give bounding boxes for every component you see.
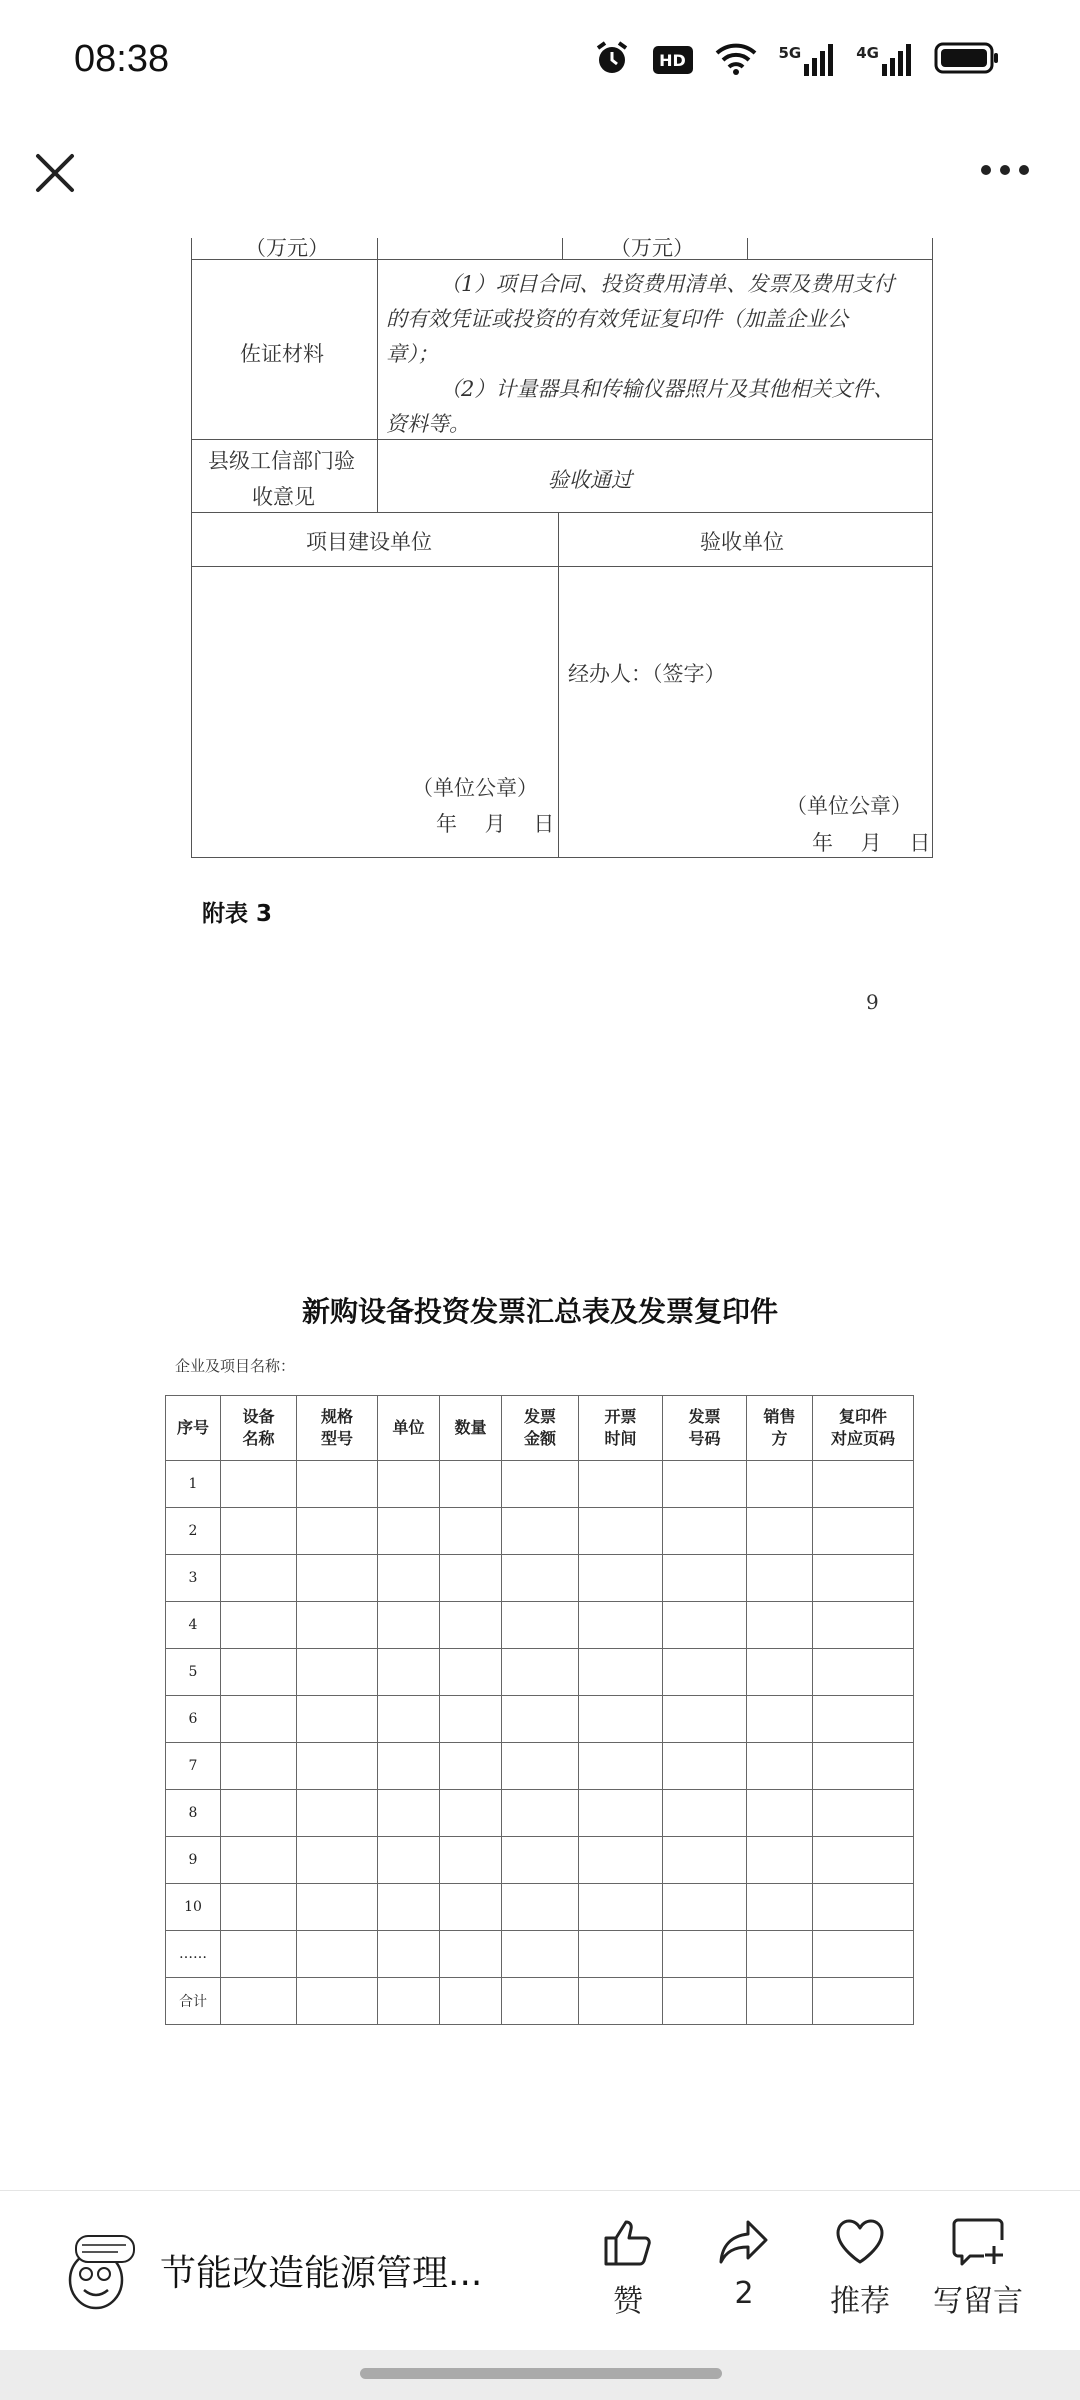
page-number: 9 [866, 990, 879, 1014]
table-cell [502, 1696, 579, 1743]
table-cell [747, 1696, 813, 1743]
table-cell [663, 1696, 747, 1743]
table-cell [579, 1978, 663, 2025]
table-cell [297, 1461, 378, 1508]
table-cell [579, 1602, 663, 1649]
date-left: 年 月 日 [436, 812, 555, 836]
table-cell [502, 1508, 579, 1555]
table-row [166, 1696, 914, 1743]
header-cell [378, 1396, 440, 1461]
table-cell [378, 1602, 440, 1649]
table-cell [747, 1978, 813, 2025]
comment-add-icon [950, 2214, 1006, 2270]
header-text: 数量 [454, 1418, 487, 1437]
table-cell [502, 1884, 579, 1931]
table-cell [663, 1649, 747, 1696]
header-text: 方 [771, 1429, 788, 1448]
home-indicator[interactable] [360, 2368, 722, 2379]
battery-icon [934, 42, 1000, 78]
col-builder: 项目建设单位 [306, 530, 432, 554]
header-text: 设备 [242, 1407, 275, 1426]
header-text: 发票 [523, 1407, 556, 1426]
table-cell [663, 1837, 747, 1884]
table-cell [221, 1461, 297, 1508]
table-cell [297, 1978, 378, 2025]
table-cell [221, 1555, 297, 1602]
row-index: 1 [166, 1461, 221, 1508]
table-cell [579, 1790, 663, 1837]
comment-label: 写留言 [933, 2284, 1023, 2319]
table-row [166, 1649, 914, 1696]
table-border [191, 512, 933, 513]
table-cell [502, 1790, 579, 1837]
evidence-line: 资料等。 [386, 412, 470, 436]
invoice-table [165, 1395, 914, 2025]
table-cell [221, 1837, 297, 1884]
table-cell [502, 1602, 579, 1649]
share-button[interactable] [684, 2214, 804, 2334]
net-5g-label: 5G [778, 44, 802, 62]
like-button[interactable] [568, 2214, 688, 2334]
table-cell [579, 1931, 663, 1978]
table-cell [747, 1837, 813, 1884]
table-cell [440, 1884, 502, 1931]
table-cell [221, 1884, 297, 1931]
recommend-label: 推荐 [830, 2284, 890, 2319]
table-cell [579, 1555, 663, 1602]
table-cell [378, 1931, 440, 1978]
table-cell [378, 1837, 440, 1884]
table-cell [378, 1978, 440, 2025]
table-cell [813, 1837, 914, 1884]
row-index: …… [166, 1931, 221, 1978]
table-cell [579, 1743, 663, 1790]
row-index: 10 [166, 1884, 221, 1931]
like-label: 赞 [613, 2284, 643, 2319]
table-cell [579, 1461, 663, 1508]
header-text: 对应页码 [830, 1429, 895, 1448]
table-cell [297, 1931, 378, 1978]
table-cell [297, 1602, 378, 1649]
alarm-icon [593, 39, 631, 81]
row-index: 合计 [166, 1978, 221, 2025]
header-cell [297, 1396, 378, 1461]
table-cell [813, 1649, 914, 1696]
header-cell [813, 1396, 914, 1461]
table-cell [747, 1602, 813, 1649]
hd-icon [653, 46, 693, 74]
table-cell [440, 1461, 502, 1508]
table-row [166, 1931, 914, 1978]
table-cell [579, 1884, 663, 1931]
invoice-title: 新购设备投资发票汇总表及发票复印件 [301, 1295, 778, 1328]
seal-right: （单位公章） [786, 794, 912, 818]
table-cell [440, 1696, 502, 1743]
heart-icon [832, 2214, 888, 2270]
table-cell [502, 1649, 579, 1696]
status-icons [593, 40, 1001, 80]
table-cell [378, 1696, 440, 1743]
table-cell [221, 1931, 297, 1978]
more-button[interactable] [975, 155, 1035, 185]
table-cell [813, 1602, 914, 1649]
share-arrow-icon [716, 2214, 772, 2270]
close-button[interactable] [30, 148, 80, 198]
row-index: 5 [166, 1649, 221, 1696]
table-cell [502, 1461, 579, 1508]
header-cell [166, 1396, 221, 1461]
header-text: 发票 [688, 1407, 721, 1426]
table-border [191, 238, 192, 858]
county-value: 验收通过 [548, 468, 632, 492]
table-cell [813, 1978, 914, 2025]
header-text: 金额 [523, 1429, 556, 1448]
table-row [166, 1884, 914, 1931]
signal-4g-icon [856, 44, 912, 76]
comment-button[interactable] [918, 2214, 1038, 2334]
table-cell [221, 1743, 297, 1790]
table-row [166, 1602, 914, 1649]
table-cell [378, 1790, 440, 1837]
table-cell [813, 1743, 914, 1790]
table-cell [221, 1696, 297, 1743]
table-cell [502, 1837, 579, 1884]
table-cell [221, 1978, 297, 2025]
header-text: 型号 [320, 1429, 353, 1448]
county-label: 收意见 [252, 485, 315, 509]
county-label: 县级工信部门验 [208, 449, 355, 473]
table-cell [663, 1508, 747, 1555]
table-cell [502, 1555, 579, 1602]
table-cell [663, 1884, 747, 1931]
header-cell [221, 1396, 297, 1461]
table-cell [813, 1931, 914, 1978]
status-bar [0, 0, 1080, 120]
article-title[interactable]: 节能改造能源管理... [160, 2253, 483, 2294]
signal-5g-icon [779, 44, 835, 76]
table-cell [747, 1884, 813, 1931]
table-row [166, 1555, 914, 1602]
header-cell [440, 1396, 502, 1461]
table-cell [221, 1508, 297, 1555]
appendix-label: 附表 3 [202, 901, 273, 927]
table-cell [440, 1649, 502, 1696]
table-cell [747, 1743, 813, 1790]
table-cell [297, 1790, 378, 1837]
net-4g-label: 4G [856, 44, 879, 62]
table-cell [579, 1508, 663, 1555]
row-index: 3 [166, 1555, 221, 1602]
table-row [166, 1978, 914, 2025]
header-text: 开票 [604, 1407, 637, 1426]
more-dot [981, 165, 991, 175]
header-text: 销售 [763, 1407, 796, 1426]
table-cell [378, 1743, 440, 1790]
table-cell [221, 1602, 297, 1649]
close-icon [30, 148, 80, 198]
table-border [191, 857, 933, 858]
table-border [377, 238, 378, 513]
table-cell [297, 1649, 378, 1696]
table-cell [297, 1884, 378, 1931]
header-text: 复印件 [838, 1407, 887, 1426]
table-cell [663, 1790, 747, 1837]
table-border [191, 439, 933, 440]
table-cell [378, 1461, 440, 1508]
top-nav [0, 120, 1080, 239]
table-row [166, 1508, 914, 1555]
recommend-button[interactable] [800, 2214, 920, 2334]
table-cell [440, 1978, 502, 2025]
table-border [932, 238, 933, 858]
invoice-subtitle: 企业及项目名称： [175, 1357, 296, 1375]
evidence-line: （2）计量器具和传输仪器照片及其他相关文件、 [440, 377, 895, 401]
table-cell [378, 1884, 440, 1931]
table-border [562, 238, 563, 260]
seal-left: （单位公章） [412, 776, 538, 800]
table-cell [440, 1508, 502, 1555]
table-cell [747, 1555, 813, 1602]
header-text: 规格 [320, 1407, 353, 1426]
header-cell [663, 1396, 747, 1461]
table-cell [297, 1555, 378, 1602]
table-cell [502, 1743, 579, 1790]
table-cell [747, 1649, 813, 1696]
table-cell [297, 1696, 378, 1743]
table-cell [378, 1555, 440, 1602]
table-row [166, 1461, 914, 1508]
row-index: 8 [166, 1790, 221, 1837]
table-cell [747, 1461, 813, 1508]
handler-sign: 经办人：（签字） [568, 662, 726, 686]
table-border [191, 566, 933, 567]
header-cell [579, 1396, 663, 1461]
more-dot [1000, 165, 1010, 175]
header-text: 时间 [604, 1429, 637, 1448]
evidence-label: 佐证材料 [240, 342, 324, 366]
table-cell [663, 1931, 747, 1978]
table-cell [813, 1790, 914, 1837]
table-cell [221, 1649, 297, 1696]
cell-wan-mid: （万元） [610, 238, 694, 260]
row-index: 4 [166, 1602, 221, 1649]
table-cell [378, 1649, 440, 1696]
table-cell [663, 1602, 747, 1649]
avatar-icon [62, 2228, 136, 2312]
header-text: 序号 [176, 1418, 209, 1437]
table-cell [663, 1743, 747, 1790]
table-cell [663, 1461, 747, 1508]
table-cell [440, 1743, 502, 1790]
table-row [166, 1790, 914, 1837]
row-index: 7 [166, 1743, 221, 1790]
col-acceptor: 验收单位 [700, 530, 784, 554]
status-time: 08:38 [74, 38, 170, 80]
invoice-table-body [166, 1461, 914, 2025]
hd-label: HD [659, 50, 686, 70]
table-row [166, 1743, 914, 1790]
evidence-line: 章）； [386, 342, 439, 366]
row-index: 6 [166, 1696, 221, 1743]
account-avatar[interactable] [62, 2228, 136, 2312]
table-cell [663, 1555, 747, 1602]
header-text: 名称 [242, 1429, 275, 1448]
table-cell [813, 1696, 914, 1743]
table-cell [747, 1508, 813, 1555]
table-cell [440, 1931, 502, 1978]
share-count: 2 [734, 2276, 754, 2311]
table-border [558, 512, 559, 858]
table-cell [297, 1508, 378, 1555]
header-cell [747, 1396, 813, 1461]
table-cell [747, 1931, 813, 1978]
table-cell [579, 1649, 663, 1696]
table-cell [502, 1978, 579, 2025]
table-cell [813, 1555, 914, 1602]
table-cell [297, 1743, 378, 1790]
table-cell [747, 1790, 813, 1837]
table-cell [502, 1931, 579, 1978]
header-cell [502, 1396, 579, 1461]
row-index: 9 [166, 1837, 221, 1884]
table-cell [579, 1696, 663, 1743]
more-dot [1019, 165, 1029, 175]
table-cell [813, 1884, 914, 1931]
evidence-line: （1）项目合同、投资费用清单、发票及费用支付 [440, 272, 895, 296]
header-text: 单位 [392, 1418, 425, 1437]
table-border [747, 238, 748, 260]
table-cell [813, 1461, 914, 1508]
invoice-header-row [166, 1396, 914, 1461]
table-cell [813, 1508, 914, 1555]
table-row [166, 1837, 914, 1884]
cell-wan-left: （万元） [245, 238, 329, 260]
table-cell [440, 1555, 502, 1602]
date-right: 年 月 日 [812, 831, 931, 855]
wifi-icon [715, 41, 757, 79]
table-cell [579, 1837, 663, 1884]
row-index: 2 [166, 1508, 221, 1555]
thumbs-up-icon [600, 2214, 656, 2270]
header-text: 号码 [688, 1429, 721, 1448]
table-cell [378, 1508, 440, 1555]
evidence-line: 的有效凭证或投资的有效凭证复印件（加盖企业公 [386, 307, 848, 331]
table-cell [297, 1837, 378, 1884]
table-cell [440, 1790, 502, 1837]
table-cell [440, 1602, 502, 1649]
table-cell [221, 1790, 297, 1837]
table-cell [440, 1837, 502, 1884]
table-cell [663, 1978, 747, 2025]
